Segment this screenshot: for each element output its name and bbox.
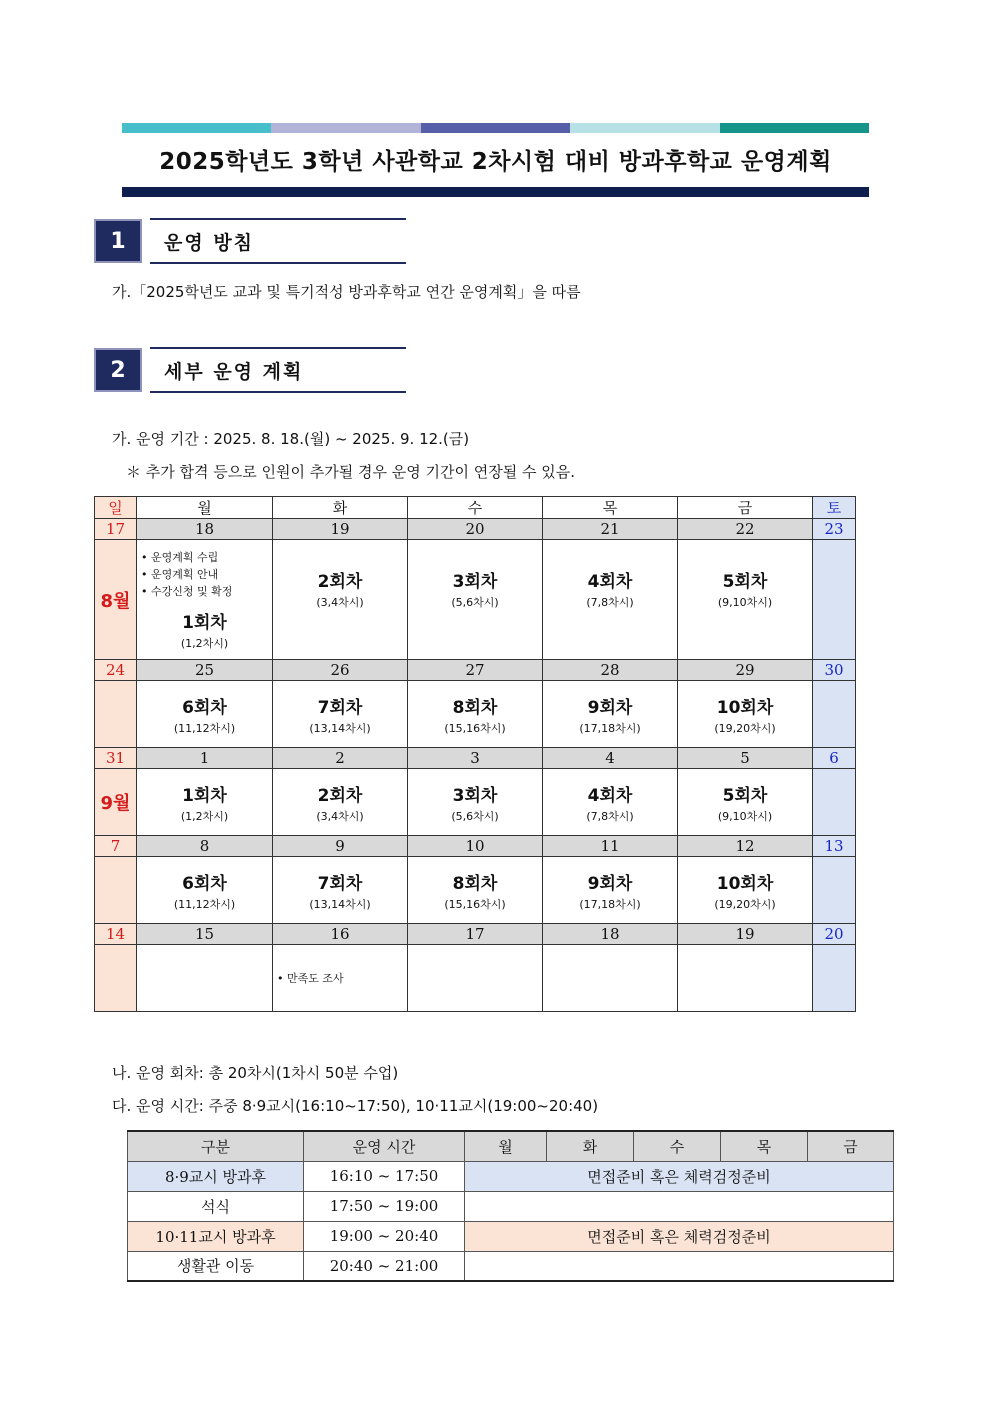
session-periods: (15,16차시): [444, 897, 506, 911]
date-cell: 8: [137, 836, 273, 857]
color-segment-3: [421, 123, 570, 133]
date-cell: 21: [543, 519, 678, 540]
section-2-title: 세부 운영 계획: [150, 347, 406, 393]
date-cell: 19: [273, 519, 408, 540]
operation-time: 다. 운영 시간: 주중 8·9교시(16:10~17:50), 10·11교시(19:00~20:40): [112, 1097, 599, 1115]
row-content: 면접준비 혹은 체력검정준비: [465, 1161, 894, 1191]
session-row: [95, 540, 856, 660]
survey-cell: [273, 945, 408, 1012]
session-label: 1회차: [182, 612, 227, 633]
session-label: 6회차: [182, 697, 227, 718]
session-label: 3회차: [452, 572, 498, 592]
row-content: [465, 1251, 894, 1281]
session-label: 7회차: [317, 697, 363, 718]
session-periods: (17,18차시): [579, 721, 641, 735]
date-cell: 12: [678, 836, 813, 857]
date-cell: 7: [95, 836, 137, 857]
timetable-row: [128, 1221, 894, 1251]
session-cell: [543, 681, 678, 748]
header-time: 운영 시간: [304, 1131, 465, 1161]
session-periods: (1,2차시): [180, 809, 229, 823]
session-periods: (11,12차시): [173, 721, 236, 735]
session-periods: (5,6차시): [451, 596, 499, 609]
row-label: 생활관 이동: [128, 1251, 304, 1281]
saturday-cell: [813, 857, 856, 924]
task-list: [137, 549, 272, 600]
saturday-cell: [813, 769, 856, 836]
session-cell: [273, 769, 408, 836]
date-cell: 18: [137, 519, 273, 540]
date-cell: 14: [95, 924, 137, 945]
session-cell: [137, 540, 273, 660]
row-time: 20:40 ~ 21:00: [304, 1251, 465, 1281]
day-header-thu: 목: [543, 497, 678, 519]
title-color-bar: [122, 123, 869, 133]
session-cell: [137, 857, 273, 924]
date-cell: 9: [273, 836, 408, 857]
date-cell: 3: [408, 748, 543, 769]
session-cell: [678, 769, 813, 836]
date-cell: 22: [678, 519, 813, 540]
session-periods: (9,10차시): [717, 809, 773, 823]
session-cell: [408, 540, 543, 660]
date-cell: 5: [678, 748, 813, 769]
session-periods: (7,8차시): [586, 596, 634, 609]
date-cell: 18: [543, 924, 678, 945]
session-label: 4회차: [587, 572, 633, 592]
day-header-mon: 월: [137, 497, 273, 519]
date-cell: 31: [95, 748, 137, 769]
timetable-row: [128, 1191, 894, 1221]
month-label-cell: [95, 769, 137, 836]
session-periods: (15,16차시): [444, 721, 506, 735]
session-periods: (3,4차시): [316, 596, 364, 609]
task-item: • 수강신청 및 확정: [141, 584, 233, 598]
session-cell: [543, 769, 678, 836]
session-label: 2회차: [317, 572, 363, 592]
session-periods: (9,10차시): [717, 596, 773, 609]
session-periods: (17,18차시): [579, 897, 641, 911]
operation-period: 가. 운영 기간 : 2025. 8. 18.(월) ~ 2025. 9. 12.(금): [112, 430, 470, 448]
day-header-sun: 일: [95, 497, 137, 519]
date-row: [95, 660, 856, 681]
section-1-title: 운영 방침: [150, 218, 406, 264]
title-underline: [122, 187, 869, 197]
session-periods: (19,20차시): [714, 721, 776, 735]
date-cell: 30: [813, 660, 856, 681]
timetable-row: [128, 1251, 894, 1281]
row-label: 석식: [128, 1191, 304, 1221]
calendar-table: [94, 496, 856, 1012]
session-cell: [408, 857, 543, 924]
session-row: [95, 857, 856, 924]
session-label: 8회차: [452, 697, 498, 718]
month-label-cell: [95, 945, 137, 1012]
date-cell: 6: [813, 748, 856, 769]
session-count: 나. 운영 회차: 총 20차시(1차시 50분 수업): [112, 1064, 399, 1082]
session-row: [95, 681, 856, 748]
session-label: 2회차: [317, 785, 363, 806]
timetable-row: [128, 1161, 894, 1191]
session-periods: (11,12차시): [173, 897, 236, 911]
row-label: 10·11교시 방과후: [128, 1221, 304, 1251]
color-segment-1: [122, 123, 271, 133]
row-content: [465, 1191, 894, 1221]
header-wed: 수: [634, 1131, 721, 1161]
session-label: 4회차: [587, 785, 633, 806]
header-category: 구분: [128, 1131, 304, 1161]
task-item: • 운영계획 안내: [141, 567, 219, 581]
session-cell: [678, 857, 813, 924]
date-cell: 23: [813, 519, 856, 540]
header-tue: 화: [547, 1131, 634, 1161]
date-cell: 20: [813, 924, 856, 945]
date-row: [95, 924, 856, 945]
month-label-cell: [95, 540, 137, 660]
day-header-wed: 수: [408, 497, 543, 519]
date-row: [95, 748, 856, 769]
page-title: 2025학년도 3학년 사관학교 2차시험 대비 방과후학교 운영계획: [159, 149, 832, 175]
date-cell: 20: [408, 519, 543, 540]
timetable-header-row: [128, 1131, 894, 1161]
row-time: 19:00 ~ 20:40: [304, 1221, 465, 1251]
session-label: 5회차: [722, 785, 768, 806]
session-cell: [543, 857, 678, 924]
date-cell: 28: [543, 660, 678, 681]
date-cell: 4: [543, 748, 678, 769]
session-periods: (7,8차시): [586, 809, 634, 823]
day-header-sat: 토: [813, 497, 856, 519]
session-periods: (19,20차시): [714, 897, 776, 911]
section-1-policy: 가.「2025학년도 교과 및 특기적성 방과후학교 연간 운영계획」을 따름: [112, 283, 581, 301]
session-periods: (3,4차시): [316, 809, 364, 823]
session-row: [95, 945, 856, 1012]
row-content: 면접준비 혹은 체력검정준비: [465, 1221, 894, 1251]
row-time: 16:10 ~ 17:50: [304, 1161, 465, 1191]
empty-cell: [543, 945, 678, 1012]
date-cell: 17: [408, 924, 543, 945]
session-cell: [543, 540, 678, 660]
row-time: 17:50 ~ 19:00: [304, 1191, 465, 1221]
session-periods: (13,14차시): [309, 721, 371, 735]
month-label: 8월: [100, 590, 131, 612]
session-cell: [273, 857, 408, 924]
session-label: 9회차: [587, 697, 633, 718]
session-periods: (13,14차시): [309, 897, 371, 911]
section-1-number: 1: [94, 219, 142, 263]
date-cell: 15: [137, 924, 273, 945]
session-label: 6회차: [182, 873, 227, 894]
saturday-cell: [813, 681, 856, 748]
session-cell: [408, 681, 543, 748]
session-periods: (5,6차시): [451, 809, 499, 823]
month-label-cell: [95, 857, 137, 924]
session-cell: [273, 540, 408, 660]
header-thu: 목: [721, 1131, 808, 1161]
session-cell: [678, 681, 813, 748]
color-segment-2: [271, 123, 420, 133]
date-cell: 27: [408, 660, 543, 681]
month-label: 9월: [100, 793, 131, 814]
date-cell: 26: [273, 660, 408, 681]
date-cell: 1: [137, 748, 273, 769]
date-cell: 29: [678, 660, 813, 681]
date-cell: 11: [543, 836, 678, 857]
session-cell: [137, 769, 273, 836]
date-cell: 24: [95, 660, 137, 681]
calendar-header-row: [95, 497, 856, 519]
session-label: 10회차: [716, 873, 774, 894]
session-label: 3회차: [452, 785, 498, 806]
session-label: 10회차: [716, 697, 774, 718]
month-label-cell: [95, 681, 137, 748]
session-label: 7회차: [317, 873, 363, 894]
session-cell: [137, 681, 273, 748]
row-label: 8·9교시 방과후: [128, 1161, 304, 1191]
session-label: 8회차: [452, 873, 498, 894]
header-mon: 월: [465, 1131, 547, 1161]
session-cell: [678, 540, 813, 660]
extension-note: ＊ 추가 합격 등으로 인원이 추가될 경우 운영 기간이 연장될 수 있음.: [126, 463, 575, 481]
session-label: 9회차: [587, 873, 633, 894]
section-2-number: 2: [94, 348, 142, 392]
session-row: [95, 769, 856, 836]
header-fri: 금: [808, 1131, 894, 1161]
timetable: [127, 1130, 894, 1282]
date-cell: 13: [813, 836, 856, 857]
session-cell: [408, 769, 543, 836]
day-header-fri: 금: [678, 497, 813, 519]
date-cell: 25: [137, 660, 273, 681]
empty-cell: [137, 945, 273, 1012]
date-row: [95, 836, 856, 857]
date-row: [95, 519, 856, 540]
empty-cell: [408, 945, 543, 1012]
date-cell: 10: [408, 836, 543, 857]
date-cell: 17: [95, 519, 137, 540]
task-item: • 운영계획 수립: [141, 550, 219, 564]
empty-cell: [678, 945, 813, 1012]
saturday-cell: [813, 945, 856, 1012]
session-label: 1회차: [182, 785, 227, 806]
session-cell: [273, 681, 408, 748]
survey-note: • 만족도 조사: [277, 971, 344, 985]
color-segment-5: [720, 123, 869, 133]
date-cell: 19: [678, 924, 813, 945]
color-segment-4: [570, 123, 719, 133]
session-label: 5회차: [722, 572, 768, 592]
session-periods: (1,2차시): [180, 636, 229, 650]
date-cell: 2: [273, 748, 408, 769]
day-header-tue: 화: [273, 497, 408, 519]
date-cell: 16: [273, 924, 408, 945]
saturday-cell: [813, 540, 856, 660]
